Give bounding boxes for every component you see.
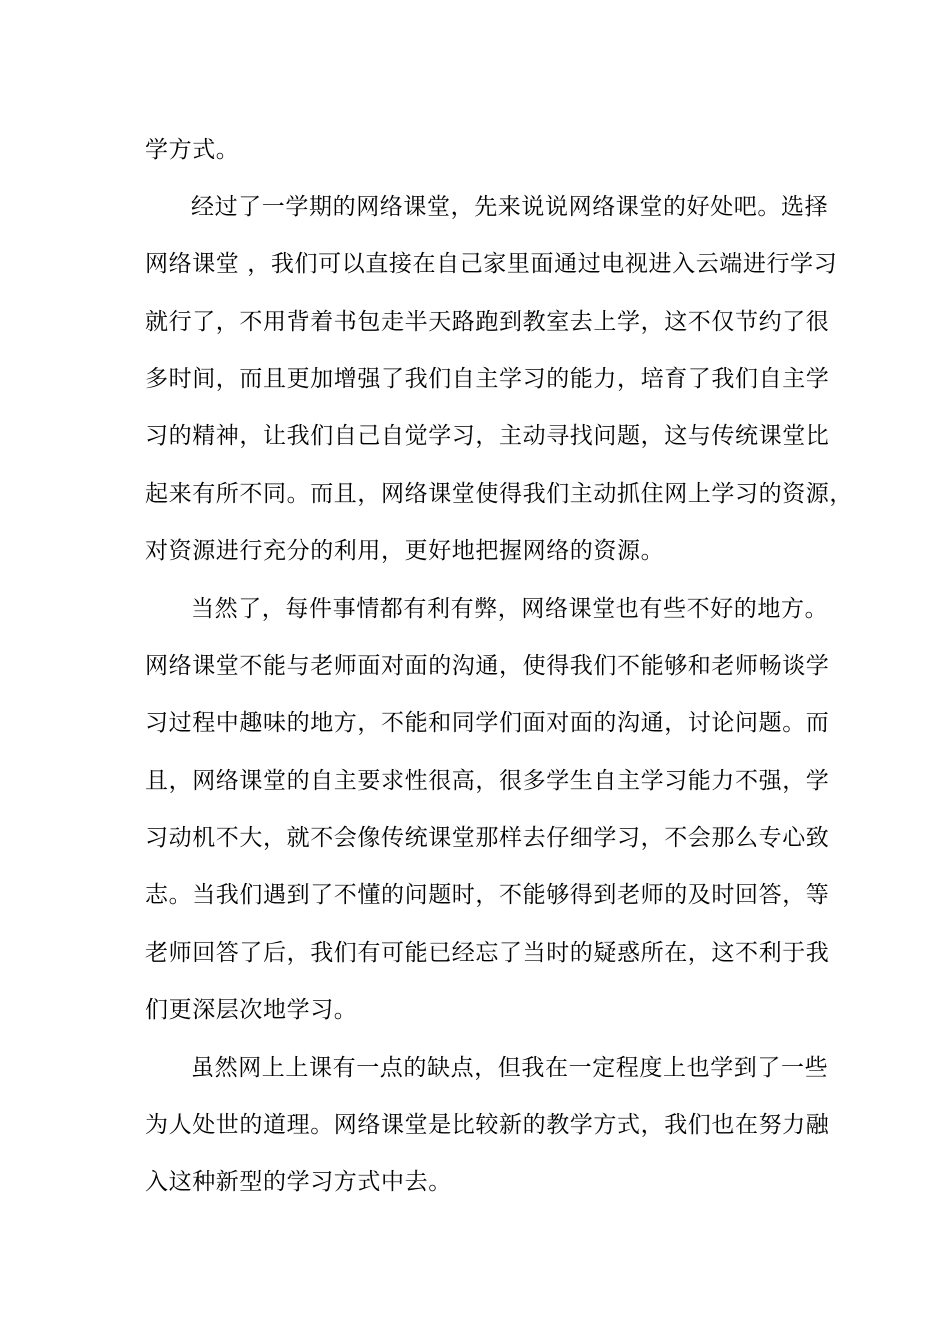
text-line: 入这种新型的学习方式中去。 (145, 1169, 452, 1195)
text-line: 习的精神，让我们自己自觉学习，主动寻找问题，这与传统课堂比 (145, 423, 830, 449)
text-line: 起来有所不同。而且，网络课堂使得我们主动抓住网上学习的资源， (145, 481, 853, 507)
text-line: 对资源进行充分的利用，更好地把握网络的资源。 (145, 538, 665, 564)
text-line: 习动机不大，就不会像传统课堂那样去仔细学习，不会那么专心致 (145, 825, 830, 851)
paragraph-first-line: 经过了一学期的网络课堂，先来说说网络课堂的好处吧。选择 (191, 194, 829, 220)
text-line: 网络课堂不能与老师面对面的沟通，使得我们不能够和老师畅谈学 (145, 653, 830, 679)
text-line: 老师回答了后，我们有可能已经忘了当时的疑惑所在，这不利于我 (145, 940, 830, 966)
text-line: 且，网络课堂的自主要求性很高，很多学生自主学习能力不强，学 (145, 768, 830, 794)
text-line: 学方式。 (145, 137, 240, 163)
text-line: 多时间，而且更加增强了我们自主学习的能力，培育了我们自主学 (145, 366, 830, 392)
paragraph-first-line: 虽然网上上课有一点的缺点，但我在一定程度上也学到了一些 (191, 1055, 829, 1081)
text-line: 网络课堂 ，我们可以直接在自己家里面通过电视进入云端进行学习 (145, 251, 838, 277)
paragraph-first-line: 当然了，每件事情都有利有弊，网络课堂也有些不好的地方。 (191, 596, 829, 622)
text-line: 志。当我们遇到了不懂的问题时，不能够得到老师的及时回答，等 (145, 882, 830, 908)
text-line: 就行了，不用背着书包走半天路跑到教室去上学，这不仅节约了很 (145, 309, 830, 335)
text-line: 们更深层次地学习。 (145, 997, 358, 1023)
text-line: 习过程中趣味的地方，不能和同学们面对面的沟通，讨论问题。而 (145, 710, 830, 736)
text-line: 为人处世的道理。网络课堂是比较新的教学方式，我们也在努力融 (145, 1112, 830, 1138)
